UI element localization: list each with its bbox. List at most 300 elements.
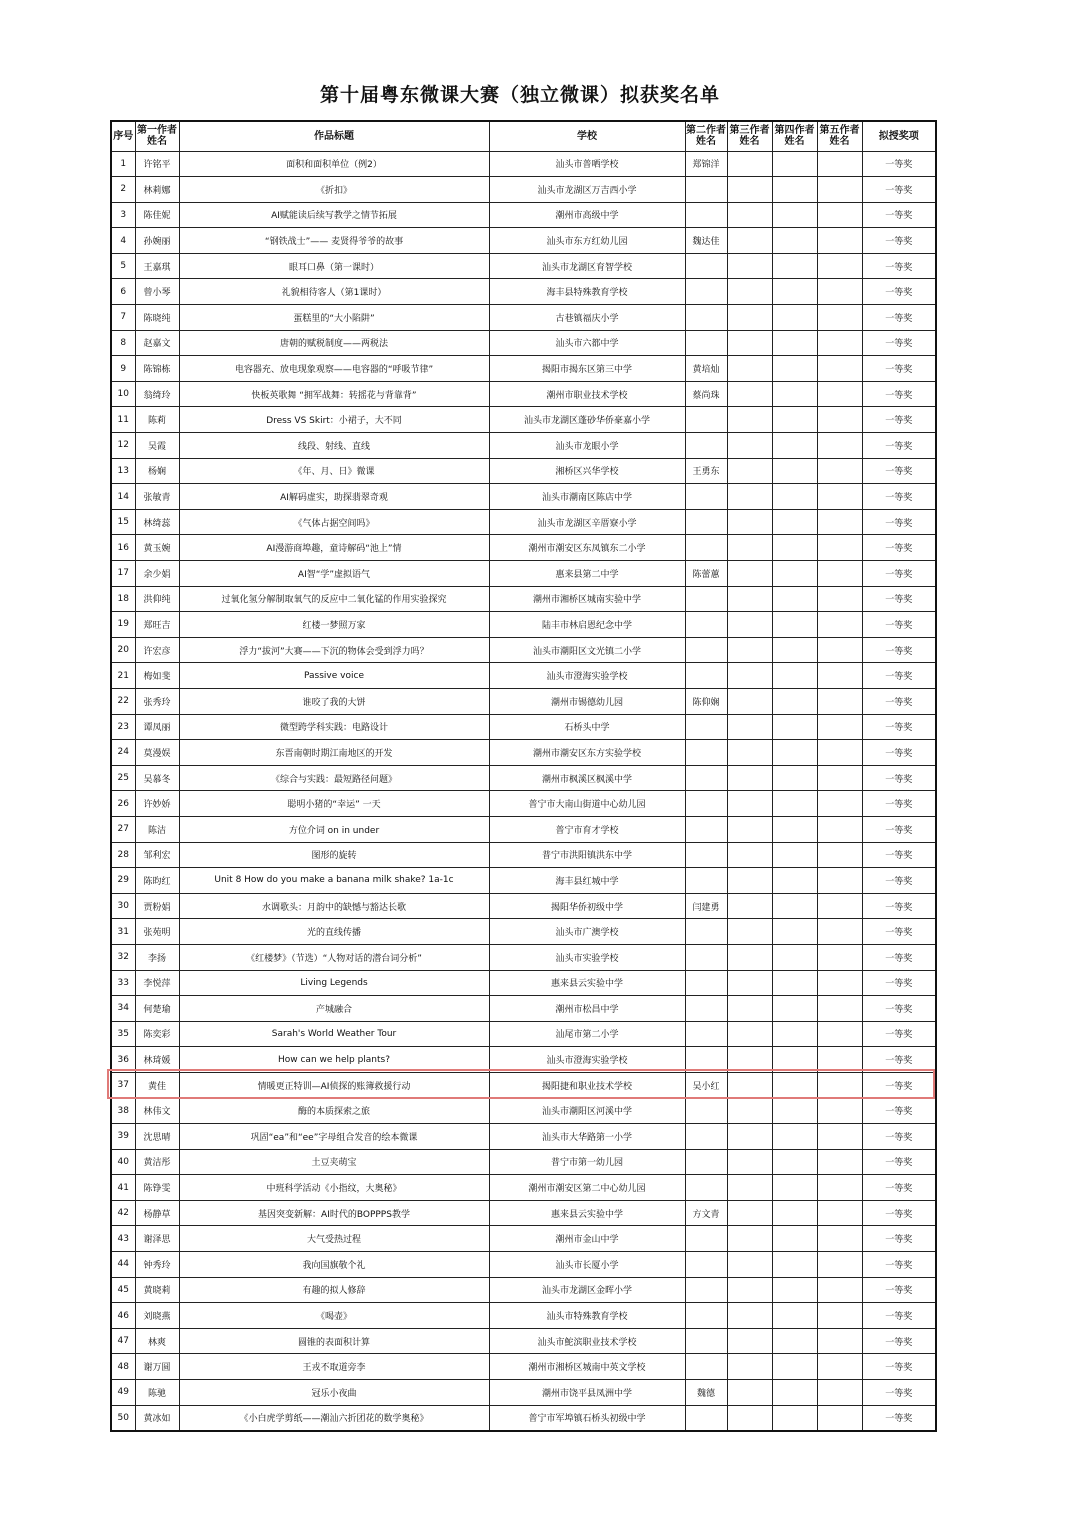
cell-author1: 陈铮雯 (135, 1175, 179, 1201)
cell-school: 潮州市湘桥区城南中英文学校 (489, 1354, 685, 1380)
cell-index: 37 (111, 1072, 135, 1098)
cell-author4 (772, 740, 817, 766)
cell-work-title: 《年、月、日》微课 (179, 458, 489, 484)
cell-author5 (817, 842, 862, 868)
cell-award: 一等奖 (862, 228, 936, 254)
table-row (111, 1328, 936, 1354)
cell-work-title: 水调歌头：月韵中的缺憾与豁达长歌 (179, 893, 489, 919)
cell-index: 38 (111, 1098, 135, 1124)
cell-author5 (817, 484, 862, 510)
table-row (111, 1124, 936, 1150)
cell-author2 (685, 535, 727, 561)
cell-award: 一等奖 (862, 458, 936, 484)
cell-school: 石桥头中学 (489, 714, 685, 740)
table-row (111, 740, 936, 766)
cell-author3 (727, 714, 772, 740)
cell-school: 汕头市普哂学校 (489, 151, 685, 177)
cell-author2: 蔡尚珠 (685, 381, 727, 407)
cell-author1: 陈驰 (135, 1380, 179, 1406)
cell-author1: 莫漫娱 (135, 740, 179, 766)
cell-award: 一等奖 (862, 919, 936, 945)
cell-author1: 陈锦栋 (135, 356, 179, 382)
table-row (111, 509, 936, 535)
cell-author2 (685, 1098, 727, 1124)
cell-school: 普宁市第一幼儿园 (489, 1149, 685, 1175)
cell-author5 (817, 1354, 862, 1380)
cell-award: 一等奖 (862, 253, 936, 279)
cell-author4 (772, 868, 817, 894)
header-author4: 第四作者姓名 (772, 121, 817, 151)
cell-author5 (817, 151, 862, 177)
cell-author2 (685, 740, 727, 766)
cell-author3 (727, 1149, 772, 1175)
cell-author4 (772, 1047, 817, 1073)
cell-author3 (727, 228, 772, 254)
table-row (111, 1380, 936, 1406)
table-row (111, 202, 936, 228)
cell-author4 (772, 1149, 817, 1175)
cell-author4 (772, 1303, 817, 1329)
cell-index: 12 (111, 433, 135, 459)
cell-index: 27 (111, 816, 135, 842)
cell-author4 (772, 458, 817, 484)
cell-index: 15 (111, 509, 135, 535)
cell-work-title: AI解码虚实，助探翡翠奇观 (179, 484, 489, 510)
cell-school: 惠来县云实验中学 (489, 970, 685, 996)
cell-author5 (817, 1200, 862, 1226)
cell-author3 (727, 535, 772, 561)
cell-author3 (727, 919, 772, 945)
cell-author5 (817, 458, 862, 484)
table-row (111, 1277, 936, 1303)
cell-author5 (817, 1303, 862, 1329)
cell-author3 (727, 177, 772, 203)
cell-school: 海丰县红城中学 (489, 868, 685, 894)
cell-author4 (772, 330, 817, 356)
cell-author2 (685, 714, 727, 740)
cell-school: 汕头市龙湖区万吉西小学 (489, 177, 685, 203)
cell-author3 (727, 484, 772, 510)
table-body (111, 151, 936, 1431)
cell-author5 (817, 1405, 862, 1431)
cell-school: 潮州市松昌中学 (489, 996, 685, 1022)
cell-author4 (772, 688, 817, 714)
table-row (111, 765, 936, 791)
cell-index: 22 (111, 688, 135, 714)
cell-author3 (727, 637, 772, 663)
cell-author5 (817, 561, 862, 587)
cell-award: 一等奖 (862, 816, 936, 842)
cell-author2 (685, 509, 727, 535)
cell-author1: 陈奕彩 (135, 1021, 179, 1047)
cell-work-title: 《小白虎学剪纸——潮汕六折团花的数学奥秘》 (179, 1405, 489, 1431)
cell-author3 (727, 1175, 772, 1201)
cell-author5 (817, 1072, 862, 1098)
cell-author1: 黄晓莉 (135, 1277, 179, 1303)
cell-author4 (772, 177, 817, 203)
cell-work-title: 图形的旋转 (179, 842, 489, 868)
cell-author2 (685, 765, 727, 791)
cell-author5 (817, 944, 862, 970)
table-row (111, 1149, 936, 1175)
cell-author5 (817, 586, 862, 612)
cell-author2 (685, 1252, 727, 1278)
table-row (111, 1072, 936, 1098)
cell-index: 31 (111, 919, 135, 945)
cell-author4 (772, 1252, 817, 1278)
cell-award: 一等奖 (862, 1277, 936, 1303)
cell-school: 潮州市饶平县凤洲中学 (489, 1380, 685, 1406)
cell-author2 (685, 177, 727, 203)
cell-index: 47 (111, 1328, 135, 1354)
cell-school: 潮州市高级中学 (489, 202, 685, 228)
cell-index: 26 (111, 791, 135, 817)
cell-author4 (772, 970, 817, 996)
cell-work-title: 情暖更正特训—AI侦探的账簿救援行动 (179, 1072, 489, 1098)
cell-school: 汕头市长厦小学 (489, 1252, 685, 1278)
cell-author2 (685, 663, 727, 689)
cell-index: 23 (111, 714, 135, 740)
cell-author1: 邹利宏 (135, 842, 179, 868)
cell-index: 19 (111, 612, 135, 638)
cell-author2 (685, 253, 727, 279)
cell-index: 45 (111, 1277, 135, 1303)
cell-work-title: 微型跨学科实践：电路设计 (179, 714, 489, 740)
cell-author1: 贾粉娟 (135, 893, 179, 919)
cell-author5 (817, 970, 862, 996)
cell-school: 惠来县云实验中学 (489, 1200, 685, 1226)
cell-author5 (817, 714, 862, 740)
table-row (111, 944, 936, 970)
cell-school: 潮州市湘桥区城南实验中学 (489, 586, 685, 612)
cell-work-title: 圆锥的表面积计算 (179, 1328, 489, 1354)
cell-work-title: Unit 8 How do you make a banana milk shake? 1a-1c (179, 868, 489, 894)
table-row (111, 458, 936, 484)
cell-school: 汕头市大华路第一小学 (489, 1124, 685, 1150)
cell-work-title: 有趣的拟人修辞 (179, 1277, 489, 1303)
cell-author5 (817, 305, 862, 331)
table-row (111, 1405, 936, 1431)
cell-school: 潮州市潮安区东方实验学校 (489, 740, 685, 766)
cell-author3 (727, 1226, 772, 1252)
cell-author4 (772, 1098, 817, 1124)
cell-author2 (685, 1175, 727, 1201)
cell-work-title: 中班科学活动《小指纹，大奥秘》 (179, 1175, 489, 1201)
cell-author4 (772, 279, 817, 305)
table-row (111, 228, 936, 254)
cell-award: 一等奖 (862, 535, 936, 561)
cell-index: 43 (111, 1226, 135, 1252)
cell-author2 (685, 305, 727, 331)
cell-school: 普宁市军埠镇石桥头初级中学 (489, 1405, 685, 1431)
cell-school: 汕头市潮南区陈店中学 (489, 484, 685, 510)
cell-author1: 刘晓燕 (135, 1303, 179, 1329)
table-row (111, 868, 936, 894)
cell-index: 49 (111, 1380, 135, 1406)
cell-award: 一等奖 (862, 356, 936, 382)
cell-work-title: AI智“学”虚拟语气 (179, 561, 489, 587)
header-award: 拟授奖项 (862, 121, 936, 151)
header-author3: 第三作者姓名 (727, 121, 772, 151)
cell-author2: 郑锦洋 (685, 151, 727, 177)
cell-author4 (772, 1328, 817, 1354)
cell-index: 13 (111, 458, 135, 484)
cell-author4 (772, 509, 817, 535)
cell-award: 一等奖 (862, 1175, 936, 1201)
cell-author5 (817, 1175, 862, 1201)
table-row (111, 356, 936, 382)
cell-author1: 谢万圆 (135, 1354, 179, 1380)
cell-author3 (727, 586, 772, 612)
table-row (111, 1303, 936, 1329)
cell-work-title: 大气受热过程 (179, 1226, 489, 1252)
cell-author1: 林伟文 (135, 1098, 179, 1124)
cell-author3 (727, 842, 772, 868)
cell-award: 一等奖 (862, 868, 936, 894)
cell-author1: 赵嘉文 (135, 330, 179, 356)
table-row (111, 177, 936, 203)
cell-author5 (817, 1226, 862, 1252)
cell-author1: 许宏彦 (135, 637, 179, 663)
cell-author1: 吴霞 (135, 433, 179, 459)
cell-award: 一等奖 (862, 151, 936, 177)
cell-index: 35 (111, 1021, 135, 1047)
cell-author4 (772, 202, 817, 228)
cell-school: 汕头市潮阳区河溪中学 (489, 1098, 685, 1124)
cell-author3 (727, 868, 772, 894)
cell-author4 (772, 1354, 817, 1380)
table-row (111, 433, 936, 459)
cell-award: 一等奖 (862, 586, 936, 612)
cell-index: 48 (111, 1354, 135, 1380)
cell-index: 16 (111, 535, 135, 561)
cell-author2 (685, 1124, 727, 1150)
cell-author5 (817, 791, 862, 817)
header-author1: 第一作者姓名 (135, 121, 179, 151)
cell-author5 (817, 765, 862, 791)
cell-author3 (727, 1200, 772, 1226)
header-author5: 第五作者姓名 (817, 121, 862, 151)
cell-author2 (685, 586, 727, 612)
cell-work-title: Living Legends (179, 970, 489, 996)
cell-award: 一等奖 (862, 765, 936, 791)
cell-author5 (817, 1149, 862, 1175)
cell-author5 (817, 407, 862, 433)
cell-author4 (772, 714, 817, 740)
cell-school: 普宁市洪阳镇洪东中学 (489, 842, 685, 868)
cell-author1: 李悦萍 (135, 970, 179, 996)
cell-author3 (727, 765, 772, 791)
cell-author2 (685, 816, 727, 842)
cell-school: 汕头市东方红幼儿园 (489, 228, 685, 254)
cell-author1: 黄佳 (135, 1072, 179, 1098)
cell-author3 (727, 1098, 772, 1124)
cell-work-title: 方位介词 on in under (179, 816, 489, 842)
cell-school: 潮州市职业技术学校 (489, 381, 685, 407)
cell-author1: 黄冰如 (135, 1405, 179, 1431)
cell-index: 41 (111, 1175, 135, 1201)
cell-award: 一等奖 (862, 202, 936, 228)
cell-award: 一等奖 (862, 714, 936, 740)
cell-author5 (817, 1098, 862, 1124)
table-row (111, 1098, 936, 1124)
cell-work-title: Sarah's World Weather Tour (179, 1021, 489, 1047)
cell-index: 29 (111, 868, 135, 894)
cell-school: 汕头市鮀滨职业技术学校 (489, 1328, 685, 1354)
cell-author3 (727, 433, 772, 459)
cell-work-title: AI赋能读后续写教学之情节拓展 (179, 202, 489, 228)
cell-author1: 曾小琴 (135, 279, 179, 305)
cell-author2 (685, 484, 727, 510)
cell-author2: 魏达佳 (685, 228, 727, 254)
cell-school: 潮州市金山中学 (489, 1226, 685, 1252)
table-row (111, 1354, 936, 1380)
cell-author1: 杨静草 (135, 1200, 179, 1226)
cell-award: 一等奖 (862, 996, 936, 1022)
cell-school: 汕头市龙湖区蓬砂华侨豪嘉小学 (489, 407, 685, 433)
cell-work-title: 礼貌相待客人（第1课时） (179, 279, 489, 305)
cell-award: 一等奖 (862, 842, 936, 868)
cell-author4 (772, 305, 817, 331)
cell-author3 (727, 202, 772, 228)
header-school: 学校 (489, 121, 685, 151)
cell-award: 一等奖 (862, 407, 936, 433)
cell-author4 (772, 816, 817, 842)
cell-award: 一等奖 (862, 1072, 936, 1098)
table-row (111, 816, 936, 842)
cell-index: 50 (111, 1405, 135, 1431)
cell-index: 9 (111, 356, 135, 382)
cell-author5 (817, 381, 862, 407)
cell-award: 一等奖 (862, 305, 936, 331)
cell-index: 4 (111, 228, 135, 254)
table-row (111, 996, 936, 1022)
cell-school: 潮州市枫溪区枫溪中学 (489, 765, 685, 791)
cell-author2 (685, 1328, 727, 1354)
cell-author2: 方文青 (685, 1200, 727, 1226)
cell-author2 (685, 637, 727, 663)
cell-author5 (817, 228, 862, 254)
cell-author5 (817, 688, 862, 714)
cell-author1: 黄洁彤 (135, 1149, 179, 1175)
cell-work-title: How can we help plants? (179, 1047, 489, 1073)
cell-author5 (817, 893, 862, 919)
cell-award: 一等奖 (862, 791, 936, 817)
cell-author5 (817, 330, 862, 356)
cell-author4 (772, 919, 817, 945)
cell-award: 一等奖 (862, 637, 936, 663)
table-row (111, 253, 936, 279)
cell-author2 (685, 919, 727, 945)
cell-author2 (685, 1149, 727, 1175)
cell-work-title: Passive voice (179, 663, 489, 689)
header-author2: 第二作者姓名 (685, 121, 727, 151)
cell-author5 (817, 1124, 862, 1150)
cell-award: 一等奖 (862, 1354, 936, 1380)
cell-author2 (685, 1405, 727, 1431)
cell-work-title: 基因突变新解：AI时代的BOPPPS教学 (179, 1200, 489, 1226)
cell-author5 (817, 919, 862, 945)
cell-school: 汕头市龙湖区金晖小学 (489, 1277, 685, 1303)
table-row (111, 151, 936, 177)
cell-work-title: 产城融合 (179, 996, 489, 1022)
header-index: 序号 (111, 121, 135, 151)
cell-author1: 许妙娇 (135, 791, 179, 817)
cell-index: 39 (111, 1124, 135, 1150)
cell-author2: 陈蕾蕙 (685, 561, 727, 587)
cell-author1: 林爽 (135, 1328, 179, 1354)
table-row (111, 1021, 936, 1047)
cell-author5 (817, 1380, 862, 1406)
cell-award: 一等奖 (862, 484, 936, 510)
cell-author3 (727, 791, 772, 817)
cell-index: 7 (111, 305, 135, 331)
cell-work-title: 面积和面积单位（例2） (179, 151, 489, 177)
cell-author1: 孙婉丽 (135, 228, 179, 254)
cell-author4 (772, 1124, 817, 1150)
table-row (111, 381, 936, 407)
cell-index: 44 (111, 1252, 135, 1278)
table-header-row (111, 121, 936, 151)
table-row (111, 1047, 936, 1073)
cell-award: 一等奖 (862, 612, 936, 638)
cell-work-title: 《综合与实践：最短路径问题》 (179, 765, 489, 791)
cell-index: 6 (111, 279, 135, 305)
cell-award: 一等奖 (862, 279, 936, 305)
cell-award: 一等奖 (862, 740, 936, 766)
cell-index: 36 (111, 1047, 135, 1073)
cell-author3 (727, 970, 772, 996)
cell-author5 (817, 253, 862, 279)
cell-author4 (772, 791, 817, 817)
cell-work-title: 《气体占据空间吗》 (179, 509, 489, 535)
cell-index: 33 (111, 970, 135, 996)
cell-author4 (772, 663, 817, 689)
cell-author2 (685, 791, 727, 817)
cell-work-title: 光的直线传播 (179, 919, 489, 945)
cell-author2 (685, 330, 727, 356)
award-list-table (110, 120, 937, 1432)
cell-author5 (817, 177, 862, 203)
cell-author1: 杨娴 (135, 458, 179, 484)
cell-author1: 翁绮玲 (135, 381, 179, 407)
cell-index: 2 (111, 177, 135, 203)
cell-author2: 陈仰娴 (685, 688, 727, 714)
cell-work-title: 电容器充、放电现象观察——电容器的“呼吸节律” (179, 356, 489, 382)
cell-school: 汕头市龙湖区育智学校 (489, 253, 685, 279)
cell-author4 (772, 228, 817, 254)
cell-school: 汕头市实验学校 (489, 944, 685, 970)
cell-work-title: 《喝壶》 (179, 1303, 489, 1329)
cell-author3 (727, 944, 772, 970)
cell-award: 一等奖 (862, 330, 936, 356)
cell-index: 32 (111, 944, 135, 970)
cell-work-title: 谁咬了我的大饼 (179, 688, 489, 714)
cell-author3 (727, 253, 772, 279)
cell-index: 5 (111, 253, 135, 279)
cell-index: 18 (111, 586, 135, 612)
cell-award: 一等奖 (862, 1047, 936, 1073)
cell-author1: 张秀玲 (135, 688, 179, 714)
cell-author5 (817, 1252, 862, 1278)
cell-work-title: 眼耳口鼻（第一课时） (179, 253, 489, 279)
cell-school: 古巷镇福庆小学 (489, 305, 685, 331)
cell-author1: 洪仰纯 (135, 586, 179, 612)
cell-work-title: 线段、射线、直线 (179, 433, 489, 459)
cell-work-title: 浮力“拔河”大赛——下沉的物体会受到浮力吗？ (179, 637, 489, 663)
cell-author3 (727, 356, 772, 382)
cell-award: 一等奖 (862, 1226, 936, 1252)
